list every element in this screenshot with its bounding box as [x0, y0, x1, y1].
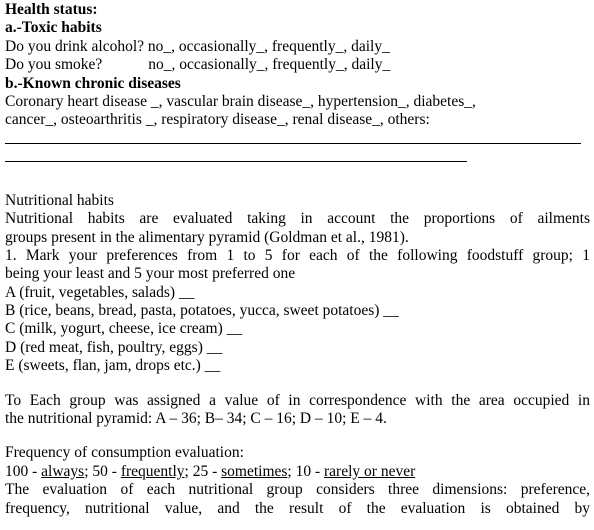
nutritional-habits-title: Nutritional habits: [5, 191, 114, 209]
never-value: ; 10 -: [287, 462, 325, 480]
health-status-title: Health status:: [5, 1, 98, 18]
document-content: [5, 1, 590, 518]
always-value: 100 -: [5, 462, 42, 480]
food-group-e: E (sweets, flan, jam, drops etc.) __: [5, 357, 221, 375]
instruction-line-2: being your least and 5 your most preferred one: [5, 265, 296, 283]
chronic-diseases-heading: b.-Known chronic diseases: [5, 74, 181, 92]
spacer: [5, 428, 590, 444]
alcohol-question: Do you drink alcohol? no_, occasionally_, frequently_, daily_: [5, 37, 390, 55]
frequency-title: Frequency of consumption evaluation:: [5, 444, 244, 462]
food-group-c: C (milk, yogurt, cheese, ice cream) __: [5, 320, 243, 338]
food-group-b: B (rice, beans, bread, pasta, potatoes, yucca, sweet potatoes) __: [5, 302, 399, 320]
chronic-diseases-line-2: cancer_, osteoarthritis _, respiratory disease_, renal disease_, others:: [5, 111, 430, 129]
smoke-question: Do you smoke?: [5, 56, 103, 74]
never-label: rarely or never: [324, 462, 416, 480]
evaluation-line-1: The evaluation of each nutritional group considers three dimensions: preference,: [5, 481, 590, 499]
chronic-diseases-line-1: Coronary heart disease _, vascular brain disease_, hypertension_, diabetes_,: [5, 92, 476, 110]
food-group-a: A (fruit, vegetables, salads) __: [5, 283, 195, 301]
nutrition-intro-line-2: groups present in the alimentary pyramid (Goldman et al., 1981).: [5, 228, 409, 246]
frequently-label: frequently: [120, 462, 185, 480]
frequency-scale: [5, 463, 590, 481]
sometimes-value: ; 25 -: [184, 462, 222, 480]
evaluation-line-2: frequency, nutritional value, and the result of the evaluation is obtained by: [5, 499, 590, 517]
sometimes-label: sometimes: [221, 462, 288, 480]
frequently-value: ; 50 -: [84, 462, 121, 480]
instruction-line-1: 1. Mark your preferences from 1 to 5 for each of the following foodstuff group; 1: [5, 246, 590, 264]
spacer: [5, 162, 590, 192]
toxic-habits-heading: a.-Toxic habits: [5, 19, 102, 37]
smoke-question-row: [5, 56, 590, 74]
spacer: [5, 376, 590, 392]
answer-line-1: [5, 143, 581, 144]
nutrition-intro-line-1: Nutritional habits are evaluated taking in account the proportions of ailments: [5, 210, 590, 228]
smoke-options: no_, occasionally_, frequently_, daily_: [148, 56, 391, 74]
assignment-line-2: the nutritional pyramid: A – 36; B– 34; C – 16; D – 10; E – 4.: [5, 410, 387, 428]
food-group-d: D (red meat, fish, poultry, eggs) __: [5, 338, 223, 356]
assignment-line-1: To Each group was assigned a value of in correspondence with the area occupied in: [5, 391, 590, 409]
always-label: always: [41, 462, 85, 480]
